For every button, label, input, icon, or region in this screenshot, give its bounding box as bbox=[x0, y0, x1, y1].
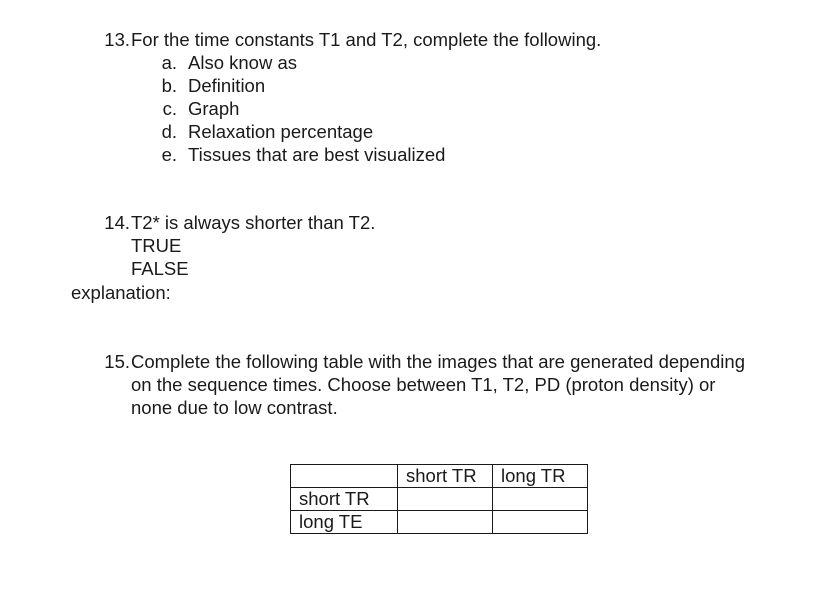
list-item-letter: e. bbox=[161, 144, 177, 165]
sequence-times-table bbox=[290, 464, 588, 534]
option-false: FALSE bbox=[131, 258, 189, 279]
list-item-letter: a. bbox=[161, 52, 177, 73]
list-item-letter: b. bbox=[161, 75, 177, 96]
question-14-text: T2* is always shorter than T2. bbox=[131, 212, 376, 233]
question-15-text-line: none due to low contrast. bbox=[131, 397, 338, 418]
list-item-text: Relaxation percentage bbox=[188, 121, 374, 142]
table-corner-cell bbox=[291, 465, 398, 488]
column-header-long-tr: long TR bbox=[493, 465, 588, 488]
list-item-text: Graph bbox=[188, 98, 240, 119]
option-true: TRUE bbox=[131, 235, 182, 256]
table-row bbox=[291, 511, 588, 534]
table-header-row bbox=[291, 465, 588, 488]
table-cell bbox=[493, 511, 588, 534]
question-14-number: 14. bbox=[104, 212, 130, 233]
question-13-text: For the time constants T1 and T2, complete the following. bbox=[131, 29, 602, 50]
list-item-text: Also know as bbox=[188, 52, 297, 73]
list-item-letter: d. bbox=[161, 121, 177, 142]
question-15-text-line: Complete the following table with the images that are generated depending bbox=[131, 351, 745, 372]
column-header-short-tr: short TR bbox=[398, 465, 493, 488]
question-15-text-line: on the sequence times. Choose between T1, T2, PD (proton density) or bbox=[131, 374, 716, 395]
explanation-label: explanation: bbox=[71, 282, 171, 303]
row-header-long-te: long TE bbox=[291, 511, 398, 534]
list-item-text: Tissues that are best visualized bbox=[188, 144, 446, 165]
table-row bbox=[291, 488, 588, 511]
question-15-number: 15. bbox=[104, 351, 130, 372]
table-cell bbox=[493, 488, 588, 511]
row-header-short-tr: short TR bbox=[291, 488, 398, 511]
question-13-number: 13. bbox=[104, 29, 130, 50]
table-cell bbox=[398, 488, 493, 511]
list-item-text: Definition bbox=[188, 75, 266, 96]
table-cell bbox=[398, 511, 493, 534]
list-item-letter: c. bbox=[162, 98, 177, 119]
